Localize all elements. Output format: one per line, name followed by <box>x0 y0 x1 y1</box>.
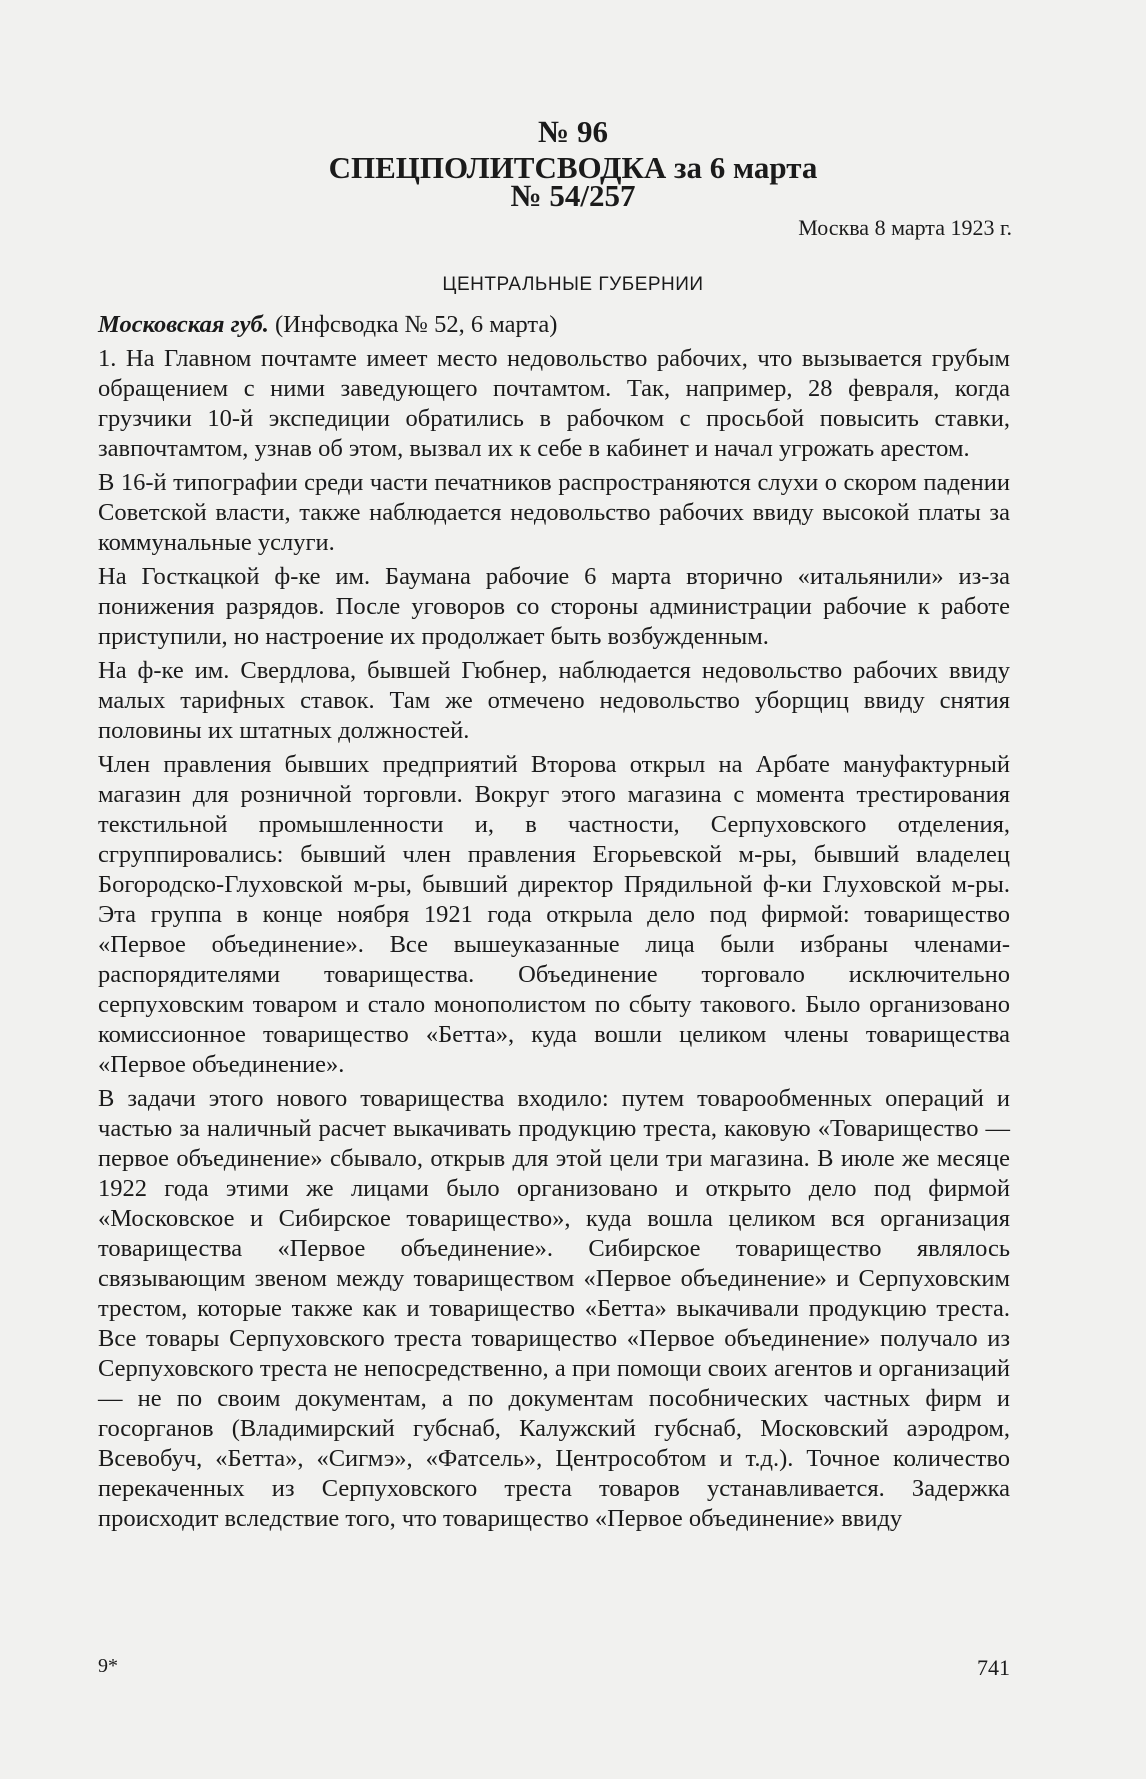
paragraph: Член правления бывших предприятий Второва открыл на Арбате мануфактурный магазин для розничной торговли. Вокруг этого магазина с момента трестирования текстильной промышленности и, в частности, Серпуховского отделения, сгруппировались: бывший член правления Егорьевской м-ры, бывший владелец Богородско-Глуховской м-ры, бывший директор Прядильной ф-ки Глуховской м-ры. Эта группа в конце ноября 1921 года открыла дело под фирмой: товарищество «Первое объединение». Все вышеуказанные лица были избраны членами-распорядителями товарищества. Объединение торговало исключительно серпуховским товаром и стало монополистом по сбыту такового. Было организовано комиссионное товарищество «Бетта», куда вошли целиком члены товарищества «Первое объединение». <box>98 751 1010 1078</box>
document-title: СПЕЦПОЛИТСВОДКА за 6 марта <box>328 150 818 185</box>
paragraph: В задачи этого нового товарищества входило: путем товарообменных операций и частью за наличный расчет выкачивать продукцию треста, каковую «Товарищество — первое объединение» сбывало, открыв для этой цели три магазина. В июле же месяце 1922 года этими же лицами было организовано и открыто дело под фирмой «Московское и Сибирское товарищество», куда вошла целиком вся организация товарищества «Первое объединение». Сибирское товарищество являлось связывающим звеном между товариществом «Первое объединение» и Серпуховским трестом, которые также как и товарищество «Бетта» выкачивали продукцию треста. Все товары Серпуховского треста товарищество «Первое объединение» получало из Серпуховского треста не непосредственно, а при помощи своих агентов и организаций — не по своим документам, а по документам пособнических частных фирм и госорганов (Владимирский губснаб, Калужский губснаб, Московский аэродром, Всевобуч, «Бетта», «Сигмэ», «Фатсель», Центрособтом и т.д.). Точное количество перекаченных из Серпуховского треста товаров устанавливается. Задержка происходит вследствие того, что товарищество «Первое объединение» ввиду <box>98 1085 1010 1532</box>
region-name: Московская губ. <box>98 311 269 338</box>
paragraph: В 16-й типографии среди части печатников распространяются слухи о скором падении Советской власти, также наблюдается недовольство рабочих ввиду высокой платы за коммунальные услуги. <box>98 469 1010 556</box>
document-number: № 96 <box>538 114 608 149</box>
paragraph: 1. На Главном почтамте имеет место недовольство рабочих, что вызывается грубым обращением с ними заведующего почтамтом. Так, например, 28 февраля, когда грузчики 10-й экспедиции обратились в рабочком с просьбой повысить ставки, завпочтамтом, узнав об этом, вызвал их к себе в кабинет и начал угрожать арестом. <box>98 345 1010 462</box>
region-line <box>98 310 1010 340</box>
document-sub-number: № 54/257 <box>510 178 636 213</box>
signature-mark: 9* <box>98 1655 118 1677</box>
place-date: Москва 8 марта 1923 г. <box>798 215 1012 240</box>
body-text <box>98 310 1010 1538</box>
paragraph: На ф-ке им. Свердлова, бывшей Гюбнер, наблюдается недовольство рабочих ввиду малых тарифных ставок. Там же отмечено недовольство уборщиц ввиду снятия половины их штатных должностей. <box>98 657 1010 744</box>
section-heading: ЦЕНТРАЛЬНЫЕ ГУБЕРНИИ <box>442 274 704 295</box>
page-number: 741 <box>977 1655 1010 1680</box>
paragraph: На Госткацкой ф-ке им. Баумана рабочие 6 марта вторично «итальянили» из-за понижения разрядов. После уговоров со стороны администрации рабочие к работе приступили, но настроение их продолжает быть возбужденным. <box>98 563 1010 650</box>
region-source: (Инфсводка № 52, 6 марта) <box>268 311 558 338</box>
